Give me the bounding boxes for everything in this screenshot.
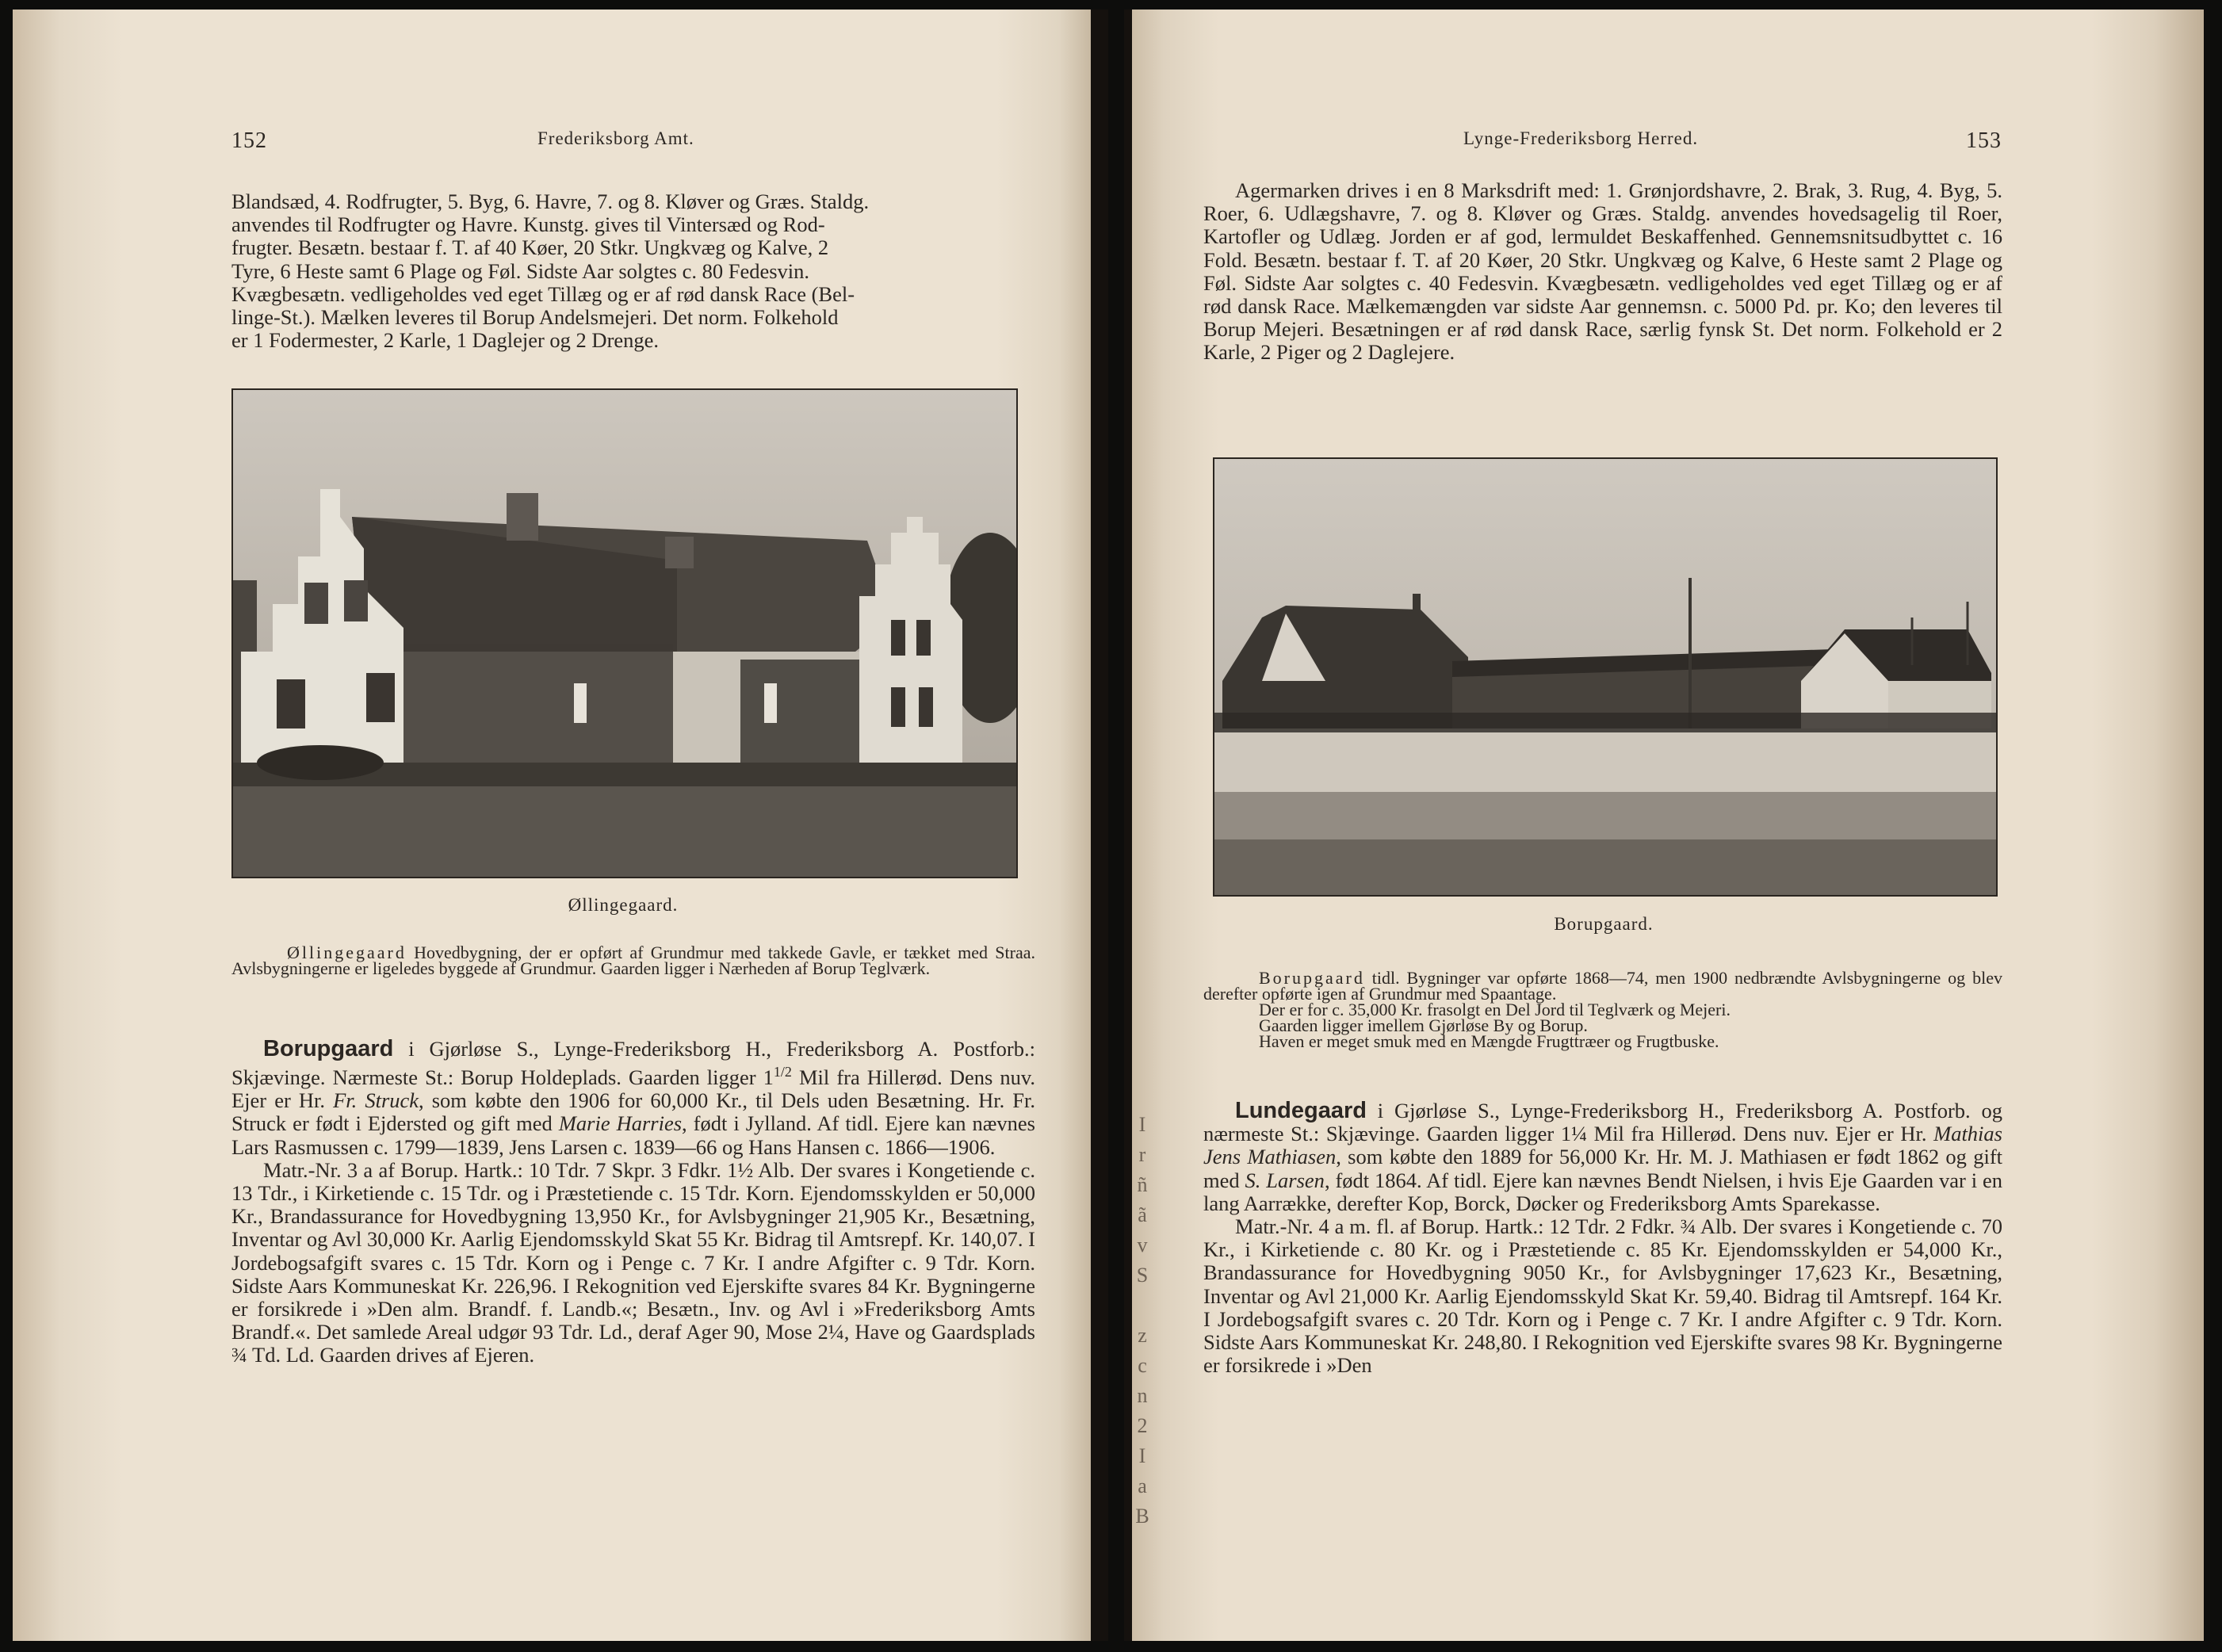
entry-text: , født i Jylland. Af tidl. Ejere kan nævnes Lars Rasmussen c. 1799—1839, Jens Larsen c. 1839—66 og Hans Hansen c. 1866—1906. — [231, 1111, 1035, 1159]
fraction: 1/2 — [773, 1064, 792, 1080]
photo-caption: Øllingegaard. — [568, 895, 679, 915]
entry-text: , som købte den 1906 for 60,000 Kr., til Dels uden Besætning. Hr. Fr. Struck er født i Ejdersted og gift med — [231, 1088, 1036, 1136]
entry-paragraph: Matr.-Nr. 3 a af Borup. Hartk.: 10 Tdr. 7 Skpr. 3 Fdkr. 1½ Alb. Der svares i Kongetiende c. 13 Tdr., i Kirketiende c. 15 Tdr. og i Præstetiende c. 15 Tdr. Korn. Ejendomsskylden er 50,000 Kr., Brandassurance for Hovedbygning 13,950 Kr., for Avlsbygninger 21,905 Kr., Besætning, Inventar og Avl 30,000 Kr. Aarlig Ejendomsskyld Skat 55 Kr. Bidrag til Amtsrepf. Kr. 140,07. I Jordebogsafgift svares c. 15 Tdr. Korn og i Penge c. 7 Kr. I andre Afgifter c. 9 Tdr. Korn. Sidste Aars Kommuneskat Kr. 226,96. I Rekognition ved Ejerskifte svares 84 Kr. Bygningerne er forsikrede i »Den alm. Brandf. f. Landb.«; Besætn., Inv. og Avl i »Frederiksborg Amts Brandf.«. Det samlede Areal udgør 93 Tdr. Ld., deraf Ager 90, Mose 2¼, Have og Gaardsplads ¾ Td. Ld. Gaarden drives af Ejeren. — [231, 1157, 1035, 1367]
text-line: frugter. Besætn. bestaar f. T. af 40 Køer, 20 Stkr. Ungkvæg og Kalve, 2 — [231, 235, 829, 260]
text-line: anvendes til Rodfrugter og Havre. Kunstg. gives til Vintersæd og Rod- — [231, 212, 825, 237]
note-paragraph: Gaarden ligger imellem Gjørløse By og Borup. — [1259, 1015, 1588, 1035]
intro-paragraph — [1203, 179, 2002, 365]
note-name: Borupgaard — [1259, 968, 1365, 988]
wife-name: Marie Harries — [558, 1111, 683, 1136]
entry-title: Borupgaard — [263, 1036, 394, 1061]
entry-text: , født 1864. Af tidl. Ejere kan nævnes Bendt Nielsen, i hvis Eje Gaarden var i en lang Aarrække, derefter Kop, Borck, Døcker og Frederiksborg Amts Sparekasse. — [1203, 1168, 2003, 1215]
page-number: 152 — [231, 128, 267, 153]
text-line: er 1 Fodermester, 2 Karle, 1 Daglejer og 2 Drenge. — [231, 328, 660, 353]
entry-paragraph — [231, 1038, 1035, 1159]
note-text: Hovedbygning, der er opført af Grundmur med takkede Gavle, er tækket med Straa. Avlsbygningerne er ligeledes byggede af Grundmur. Gaarden ligger i Nærheden af Borup Teglværk. — [231, 943, 1035, 978]
photo-caption: Borupgaard. — [1554, 914, 1654, 934]
text-line: linge-St.). Mælken leveres til Borup Andelsmejeri. Det norm. Folkehold — [231, 305, 839, 330]
gutter-char: ã — [1138, 1203, 1147, 1226]
left-page — [13, 10, 1108, 1641]
ollingegaard-photo — [231, 388, 1018, 878]
entry-paragraph: Matr.-Nr. 4 a m. fl. af Borup. Hartk.: 12 Tdr. 2 Fdkr. ¾ Alb. Der svares i Kongetiende c. 70 Kr., i Kirketiende c. 80 Kr. og i Præstetiende c. 85 Kr. Ejendomsskylden er 54,000 Kr., Brandassurance for Hovedbygning 9050 Kr., for Avlsbygninger 17,623 Kr., Besætning, Inventar og Avl 21,000 Kr. Aarlig Ejendomsskyld Skat Kr. 59,40. Bidrag til Amtsrepf. 164 Kr. I Jordebogsafgift svares c. 20 Tdr. Korn og i Penge c. 7 Kr. I andre Afgifter c. 9 Tdr. Korn. Sidste Aars Kommuneskat Kr. 248,80. I Rekognition ved Ejerskifte svares 98 Kr. Bygningerne er forsikrede i »Den — [1203, 1214, 2002, 1378]
gutter-char: ñ — [1137, 1173, 1148, 1196]
entry-text: i Gjørløse S., Lynge-Frederiksborg H., Frederiksborg A. Postforb.: Skjævinge. Nærmeste St.: Borup Holdeplads. Gaarden ligger 1 — [231, 1037, 1035, 1090]
gutter-char: B — [1135, 1505, 1149, 1528]
gutter-char: I — [1138, 1444, 1146, 1467]
note-paragraph — [1203, 970, 2002, 1002]
note-paragraph: Haven er meget smuk med en Mængde Frugttræer og Frugtbuske. — [1259, 1031, 1719, 1051]
note-text: tidl. Bygninger var opførte 1868—74, men 1900 nedbrændte Avlsbygningerne og blev derefter opførte igen af Grundmur med Spaantage. — [1203, 968, 2002, 1004]
note-name: Øllingegaard — [287, 943, 407, 962]
note-paragraph: Der er for c. 35,000 Kr. frasolgt en Del Jord til Teglværk og Mejeri. — [1259, 1000, 1731, 1019]
lundegaard-entry — [1203, 1099, 2002, 1377]
running-head: Lynge-Frederiksborg Herred. — [1463, 128, 1699, 148]
intro-paragraph — [231, 190, 1035, 352]
photo-note — [1203, 970, 2002, 1050]
gutter-char: 2 — [1137, 1414, 1148, 1437]
gutter-char: S — [1136, 1264, 1149, 1287]
page-header-right — [1966, 128, 2002, 154]
running-head: Frederiksborg Amt. — [537, 128, 694, 148]
entry-text: , som købte den 1889 for 56,000 Kr. Hr. M. J. Mathiasen er født 1862 og gift med — [1203, 1145, 2003, 1192]
gutter-char: v — [1137, 1233, 1148, 1256]
borupgaard-entry — [231, 1038, 1035, 1367]
spine-shadow — [1091, 10, 1108, 1641]
note-paragraph — [231, 945, 1035, 977]
gutter-char: r — [1138, 1143, 1146, 1166]
wife-name: S. Larsen — [1245, 1168, 1325, 1192]
photo-note — [231, 945, 1035, 977]
gutter-bleed-text — [1130, 1110, 1154, 1532]
borupgaard-illustration — [1214, 459, 1996, 895]
right-page — [1124, 10, 2204, 1641]
gutter-char: a — [1138, 1474, 1147, 1497]
ollingegaard-illustration — [233, 390, 1016, 877]
entry-title: Lundegaard — [1235, 1098, 1367, 1123]
gutter-char: n — [1137, 1384, 1148, 1407]
entry-text: i Gjørløse S., Lynge-Frederiksborg H., Frederiksborg A. Postforb. og nærmeste St.: Skjævinge. Gaarden ligger 1¼ Mil fra Hillerød. Dens nuv. Ejer er Hr. — [1203, 1099, 2002, 1146]
text-line: Tyre, 6 Heste samt 6 Plage og Føl. Sidste Aar solgtes c. 80 Fedesvin. — [231, 258, 810, 283]
gutter-char: I — [1138, 1113, 1146, 1136]
gutter-char: c — [1138, 1354, 1147, 1377]
intro-text: Agermarken drives i en 8 Marksdrift med: 1. Grønjordshavre, 2. Brak, 3. Rug, 4. Byg, 5. Roer, 6. Udlægshavre, 7. og 8. Kløver og Græs. Staldg. anvendes hovedsagelig til Roer, Kartofler og Udlæg. Jorden er af god, lermuldet Beskaffenhed. Gennemsnitsudbyttet c. 16 Fold. Besætn. bestaar f. T. af 20 Køer, 20 Stkr. Ungkvæg og Kalve, 6 Heste samt 2 Plage og Føl. Sidste Aar solgtes c. 40 Fedesvin. Kvægbesætn. vedligeholdes ved eget Tillæg og er af rød dansk Race. Mælkemængden var sidste Aar gennemsn. c. 5000 Pd. pr. Ko; den leveres til Borup Mejeri. Besætningen er af rød dansk Race, særlig fynsk St. Det norm. Folkehold er 2 Karle, 2 Piger og 2 Daglejere. — [1203, 178, 2002, 365]
page-header-left — [231, 128, 267, 154]
text-line: Blandsæd, 4. Rodfrugter, 5. Byg, 6. Havre, 7. og 8. Kløver og Græs. Staldg. — [231, 189, 870, 213]
owner-name: Mathias Jens Mathiasen — [1203, 1122, 2002, 1169]
owner-name: Fr. Struck — [333, 1088, 419, 1113]
gutter-char: z — [1138, 1324, 1147, 1347]
entry-paragraph — [1203, 1099, 2002, 1215]
entry-text: Mil fra Hillerød. Dens nuv. Ejer er Hr. — [231, 1065, 1035, 1113]
borupgaard-photo — [1213, 457, 1998, 897]
text-line: Kvægbesætn. vedligeholdes ved eget Tillæg og er af rød dansk Race (Bel- — [231, 281, 855, 306]
page-number: 153 — [1966, 128, 2002, 153]
